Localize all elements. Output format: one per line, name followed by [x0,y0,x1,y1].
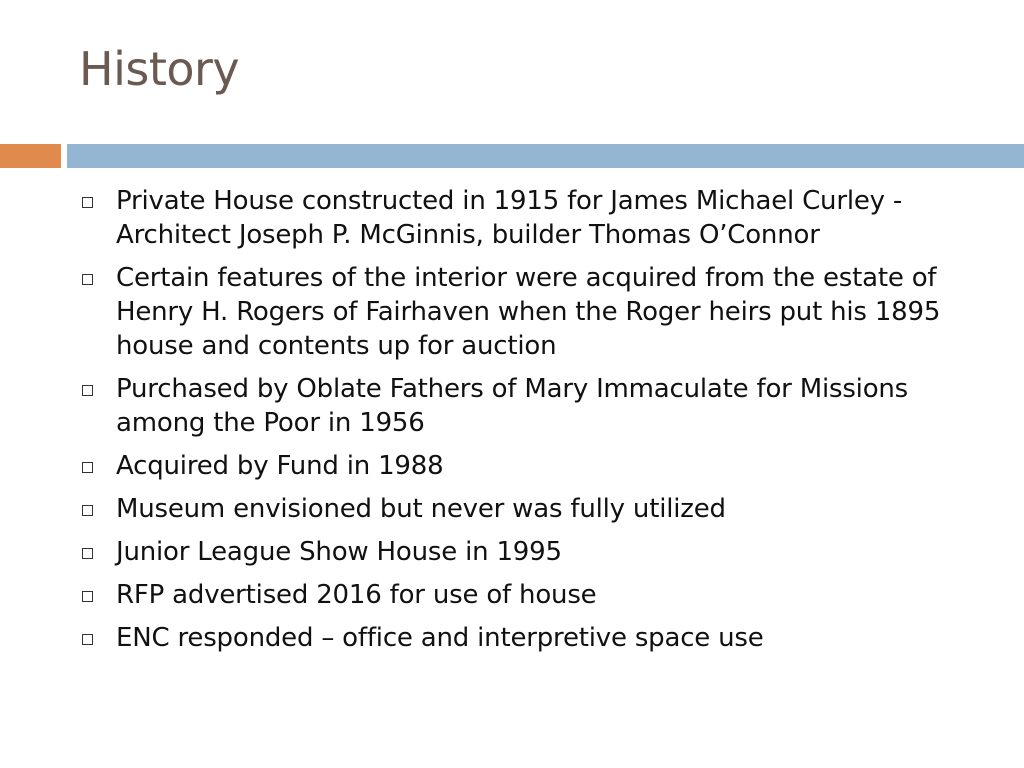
square-bullet-icon [82,385,93,396]
bullet-item [82,492,987,526]
bullet-text: Certain features of the interior were acquired from the estate of Henry H. Rogers of Fairhaven when the Roger heirs put his 1895 house and contents up for auction [116,263,941,361]
square-bullet-icon [82,591,93,602]
square-bullet-icon [82,505,93,516]
bullet-item [82,578,987,612]
bullet-item [82,621,987,655]
square-bullet-icon [82,274,93,285]
bullet-item [82,449,987,483]
bullet-text: Purchased by Oblate Fathers of Mary Immaculate for Missions among the Poor in 1956 [116,374,909,438]
bullet-text: RFP advertised 2016 for use of house [116,580,597,610]
square-bullet-icon [82,548,93,559]
bullet-text: Junior League Show House in 1995 [116,537,562,567]
bullet-text: ENC responded – office and interpretive space use [116,623,764,653]
square-bullet-icon [82,462,93,473]
bullet-item [82,535,987,569]
bullet-text: Private House constructed in 1915 for James Michael Curley - Architect Joseph P. McGinnis, builder Thomas O’Connor [116,186,903,250]
bullet-text: Museum envisioned but never was fully utilized [116,494,726,524]
title-divider-bar [67,144,1024,168]
bullet-item [82,372,987,440]
square-bullet-icon [82,634,93,645]
slide-title: History [79,42,240,96]
title-accent-bar [0,144,61,168]
square-bullet-icon [82,197,93,208]
bullet-text: Acquired by Fund in 1988 [116,451,444,481]
bullet-list [82,184,987,664]
bullet-item [82,184,987,252]
bullet-item [82,261,987,363]
